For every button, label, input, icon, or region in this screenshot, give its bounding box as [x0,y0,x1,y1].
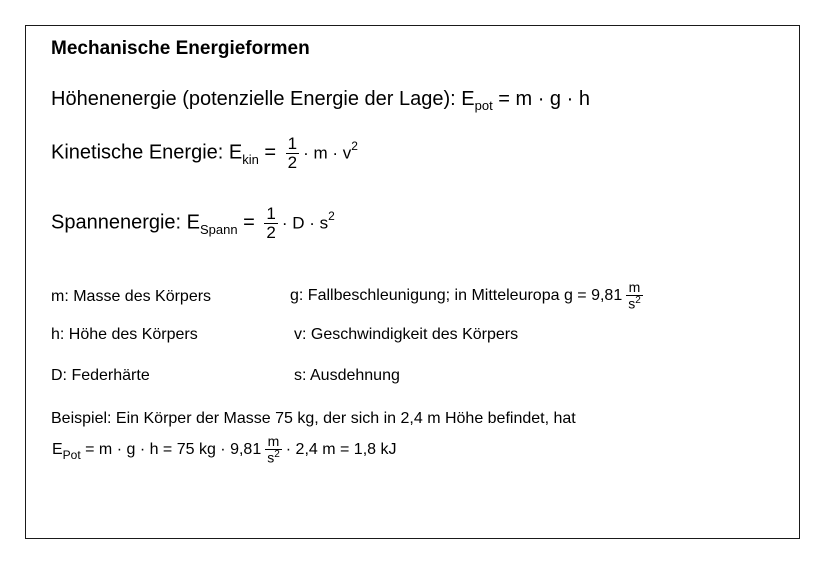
formula-spann-numerator: 1 [266,204,276,223]
legend-g-unit-numerator: m [628,279,641,295]
formula-spring-energy [51,205,335,242]
formula-spann-exponent: 2 [328,208,335,223]
formula-spann-equals: = [237,211,261,234]
legend-g-unit-den-exp: 2 [635,294,641,306]
legend-g [290,280,647,311]
legend-v: v: Geschwindigkeit des Körpers [294,326,519,343]
formula-spann-label: Spannenergie: E [51,211,201,234]
formula-pot-subscript: pot [474,98,493,113]
example-E: E [52,440,63,458]
example-E-subscript: Pot [62,447,81,462]
formula-pot-label: Höhenenergie (potenzielle Energie der Lage): E [51,88,475,110]
formula-spann-tail: · D · s [281,213,329,233]
example-unit-denominator [265,449,282,465]
legend-g-text: g: Fallbeschleunigung; in Mitteleuropa g = 9,81 [290,286,623,304]
legend-D: D: Federhärte [51,367,150,384]
legend-m: m: Masse des Körpers [51,288,212,305]
formula-kin-denominator: 2 [287,152,298,172]
formula-kinetic-energy [51,135,358,172]
example-text: Beispiel: Ein Körper der Masse 75 kg, der sich in 2,4 m Höhe befindet, hat [51,410,576,427]
formula-kin-exponent: 2 [351,138,358,153]
legend-h: h: Höhe des Körpers [51,326,198,343]
formula-kin-numerator: 1 [287,134,298,153]
example-unit-den-exp: 2 [274,448,280,460]
example-tail: · 2,4 m = 1,8 kJ [285,440,397,458]
legend-g-unit-den-base: s [628,295,636,312]
document-title: Mechanische Energieformen [51,38,310,59]
formula-potential-energy [51,88,590,111]
example-formula [52,434,397,465]
example-unit-den-base: s [267,449,275,466]
example-unit-numerator: m [267,433,280,449]
formula-spann-subscript: Spann [200,221,238,237]
example-mid: = m · g · h = 75 kg · 9,81 [80,440,262,458]
formula-kin-subscript: kin [242,151,259,167]
legend-s: s: Ausdehnung [294,367,400,384]
legend-g-unit-fraction [626,280,643,311]
example-unit-fraction [265,434,282,465]
formula-kin-tail: · m · v [303,143,352,163]
formula-kin-label: Kinetische Energie: E [51,141,243,164]
formula-kin-fraction [286,135,299,172]
formula-spann-denominator: 2 [266,222,276,242]
formula-kin-equals: = [258,141,282,164]
legend-g-unit-denominator [626,295,643,311]
formula-pot-rhs: = m · g · h [492,88,590,110]
formula-spann-fraction [264,205,277,242]
